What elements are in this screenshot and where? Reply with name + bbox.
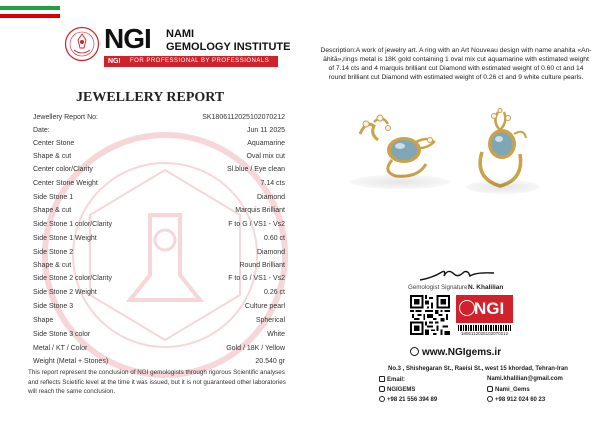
table-row	[33, 205, 285, 217]
table-row	[33, 301, 285, 313]
row-value: Sl.blue / Eye clean	[227, 166, 285, 173]
website-url: www.NGIgems.ir	[422, 347, 502, 358]
report-title: JEWELLERY REPORT	[76, 90, 225, 105]
table-row	[33, 125, 285, 137]
table-row	[33, 343, 285, 355]
table-row	[33, 151, 285, 163]
row-value: Gold / 18K / Yellow	[226, 345, 285, 352]
table-row	[33, 178, 285, 190]
table-row	[33, 329, 285, 341]
row-label: Metal / KT / Color	[33, 345, 88, 352]
row-label: Shape	[33, 317, 54, 324]
table-row	[33, 247, 285, 259]
row-label: Shape & cut	[33, 207, 72, 214]
ngi-badge-logo	[456, 295, 513, 323]
table-row	[33, 219, 285, 231]
badge-seal-icon	[459, 300, 475, 316]
table-row	[33, 260, 285, 272]
phone-row[interactable]	[379, 396, 437, 403]
table-row	[33, 164, 285, 176]
row-label: Weight (Metal + Stones)	[33, 358, 109, 365]
row-value: F to G / VS1 - Vs2	[228, 275, 285, 282]
qr-code-icon[interactable]	[410, 295, 450, 335]
badge-code: 1806112025102070212	[460, 331, 509, 336]
email-icon	[379, 376, 385, 382]
row-value: 0.60 ct	[263, 235, 285, 242]
row-label: Side Stone 1 color/Clarity	[33, 221, 112, 228]
row-value: F to G / VS1 - Vs2	[228, 221, 285, 228]
gemologist-signature	[418, 264, 496, 284]
jewellery-description: Description:A work of jewelry art. A ring with an Art Nouveau design with name anahita «An-āhitā»,rings metal is 18K gold containing 1 oval mix cut aquamarine with estimated weight of 7.14 cts and 4 marquis brilliant cut Diamond with estimated weight of 0.60 ct and 14 round brilliant cut Diamond with estimated weight of 0.26 ct and 9 white culture pearls.	[320, 47, 592, 81]
institute-seal-icon	[64, 26, 100, 62]
row-label: Center color/Clarity	[33, 166, 93, 173]
row-label: Side Stone 2 Weight	[33, 289, 97, 296]
ring-shadow	[350, 175, 450, 189]
row-value: Marquis Brilliant	[235, 207, 285, 214]
email-value[interactable]: Nami.khalilian@gmail.com	[487, 376, 563, 382]
slogan-tag: NGI	[108, 58, 121, 65]
signature-label: Gemologist Signature:	[408, 284, 470, 291]
row-label: Side Stone 2 color/Clarity	[33, 275, 112, 282]
brand-name-line2: GEMOLOGY INSTITUTE	[166, 41, 291, 53]
row-label: Shape & cut	[33, 262, 72, 269]
row-label: Side Stone 2	[33, 249, 74, 256]
phone-icon	[379, 396, 385, 402]
badge-logo-text: NGI	[474, 299, 505, 318]
ring-shadow	[466, 180, 540, 194]
row-value: 20.540 gr	[255, 358, 285, 365]
instagram-handle: NGIGEMS	[387, 387, 416, 393]
phone-1: +98 21 556 394 89	[387, 397, 438, 403]
signature-name: N. Khalilian	[468, 284, 504, 291]
instagram-name: Nami_Gems	[495, 387, 530, 393]
phone-icon	[487, 396, 493, 402]
brand-name-line1: NAMI	[166, 28, 195, 40]
row-label: Center Stone	[33, 140, 75, 147]
table-row	[33, 287, 285, 299]
row-label: Side Stone 1 Weight	[33, 235, 97, 242]
row-label: Jewellery Report No:	[33, 114, 98, 121]
ring-photo-side	[470, 108, 532, 190]
instagram-row[interactable]	[379, 386, 415, 393]
instagram-name-row[interactable]	[487, 386, 530, 393]
table-row	[33, 273, 285, 285]
row-value: Jun 11 2025	[246, 127, 285, 134]
row-value: SK1806112025102070212	[202, 114, 285, 121]
table-row	[33, 192, 285, 204]
row-label: Center Stone Weight	[33, 180, 98, 187]
brand-logo-text: NGI	[104, 23, 151, 54]
row-label: Date:	[33, 127, 50, 134]
row-value: White	[267, 331, 285, 338]
row-value: Culture pearl	[244, 303, 285, 310]
address: No.3 , Shishegaran St., Raeisi St., west 15 khordad, Tehran-Iran	[388, 366, 568, 372]
instagram-icon	[379, 386, 385, 392]
row-value: Spherical	[255, 317, 285, 324]
slogan-text: FOR PROFESSIONAL BY PROFESSIONALS	[130, 58, 270, 64]
iran-flag-stripe	[0, 0, 60, 18]
row-value: Diamond	[256, 249, 285, 256]
phone-row[interactable]	[487, 396, 545, 403]
row-label: Shape & cut	[33, 153, 72, 160]
disclaimer-note: This report represent the conclusion of NGI gemologists through rigorous Scientific analyses and reflects Scietific level at the time it was issued, but it is not guaranteed other laboratories will reach the same conclusion.	[28, 369, 286, 395]
phone-2: +98 912 024 60 23	[495, 397, 546, 403]
email-label: Email:	[387, 377, 406, 383]
row-value: 0.26 ct	[263, 289, 285, 296]
table-row	[33, 112, 285, 124]
row-value: 7.14 cts	[260, 180, 285, 187]
row-label: Side Stone 3	[33, 303, 74, 310]
table-row	[33, 138, 285, 150]
table-row	[33, 315, 285, 327]
brand-slogan-bar	[104, 56, 278, 67]
table-row	[33, 233, 285, 245]
row-value: Aquamarine	[247, 140, 285, 147]
row-value: Round Brilliant	[239, 262, 285, 269]
website-link[interactable]	[410, 347, 501, 358]
ngi-badge	[456, 295, 513, 336]
table-row	[33, 356, 285, 368]
row-label: Side Stone 1	[33, 194, 74, 201]
instagram-icon	[487, 386, 493, 392]
row-label: Side Stone 3 color	[33, 331, 91, 338]
row-value: Oval mix cut	[246, 153, 285, 160]
row-value: Diamond	[256, 194, 285, 201]
globe-icon	[410, 347, 419, 356]
ring-photo-front	[352, 112, 442, 180]
email-row	[379, 376, 405, 383]
